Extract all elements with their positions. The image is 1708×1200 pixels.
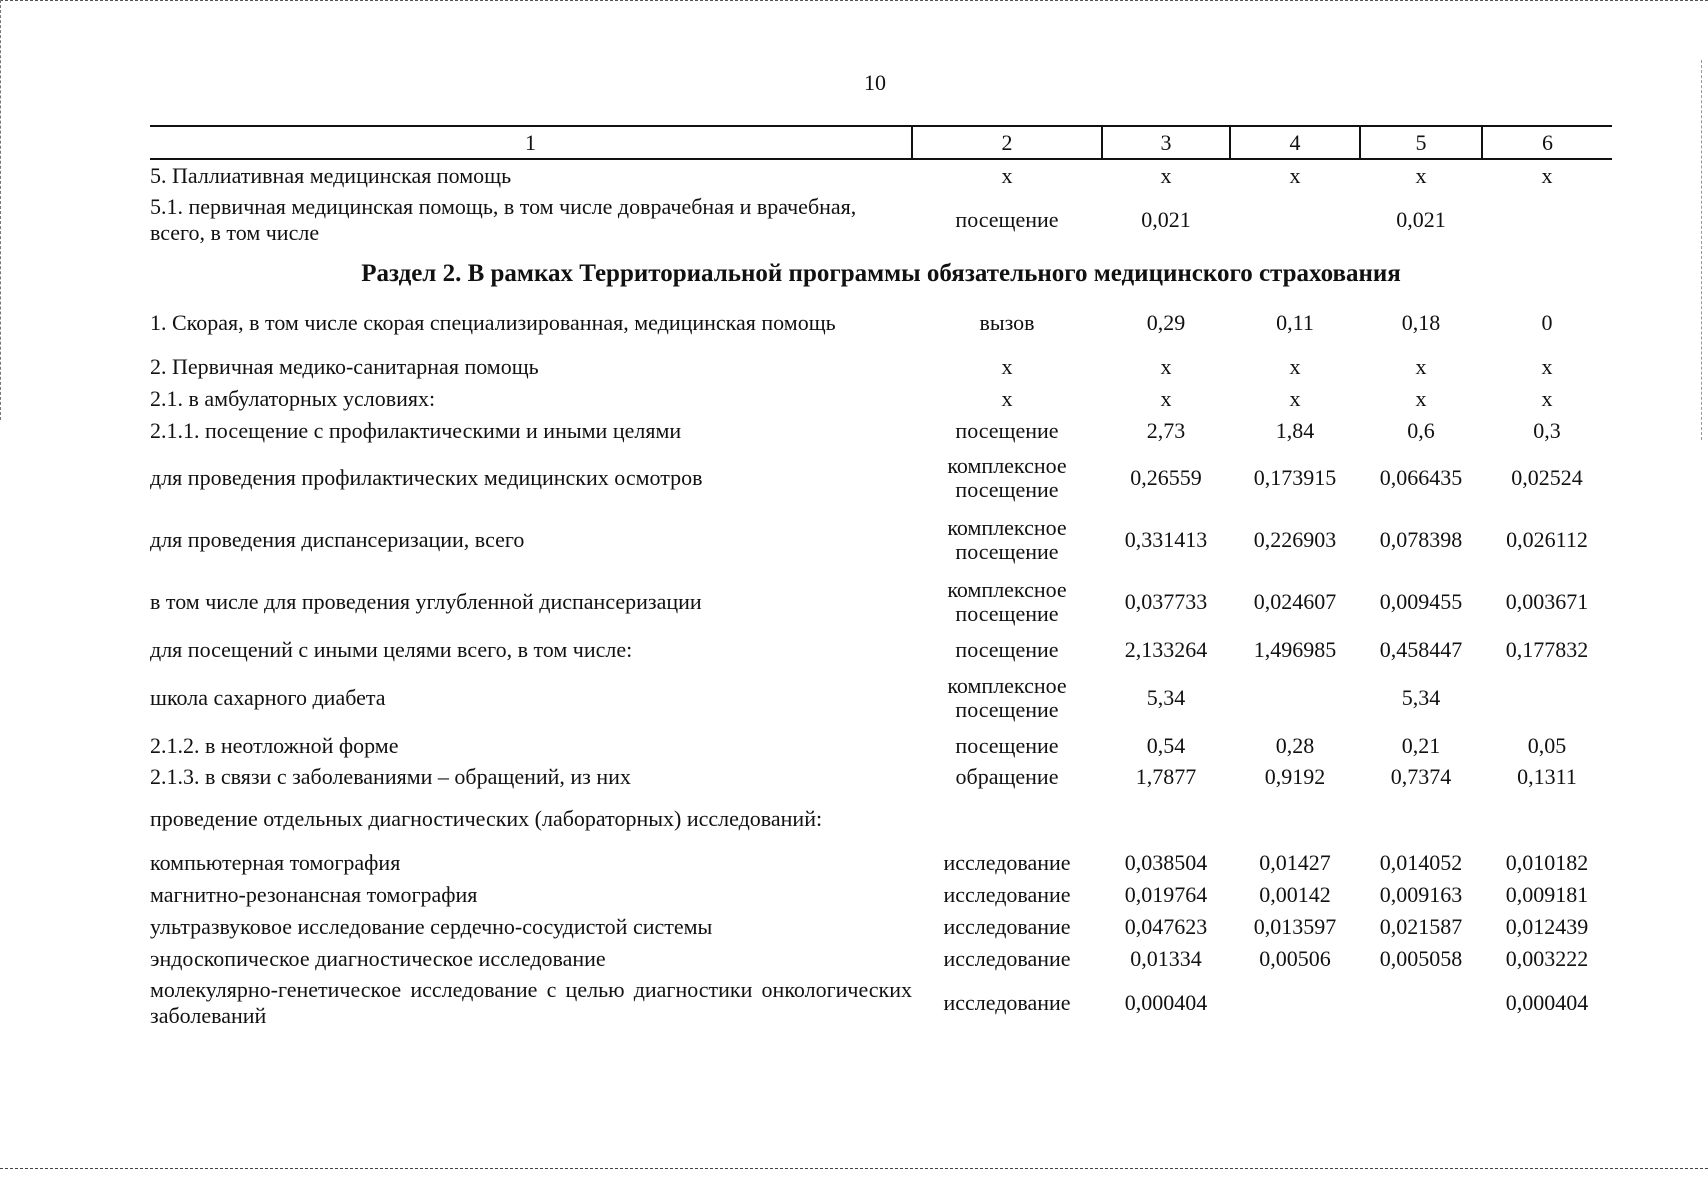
row-value-5: 5,34 — [1401, 685, 1441, 710]
table-row — [150, 847, 1612, 879]
table-row — [150, 447, 1612, 509]
row-unit: комплексное посещение — [947, 673, 1067, 722]
row-unit: комплексное посещение — [947, 453, 1067, 502]
table-row — [150, 943, 1612, 975]
header-row — [150, 126, 1612, 159]
row-name: 1. Скорая, в том числе скорая специализированная, медицинская помощь — [150, 310, 836, 335]
row-value-5: 0,7374 — [1390, 764, 1452, 789]
row-value-5: 0,009163 — [1379, 882, 1463, 907]
row-value-4: 0,01427 — [1259, 850, 1331, 875]
row-unit: посещение — [955, 637, 1059, 662]
table-row — [150, 879, 1612, 911]
row-value-4: 0,9192 — [1264, 764, 1326, 789]
row-value-3: 0,26559 — [1130, 465, 1202, 490]
header-cell-6: 6 — [1482, 126, 1612, 159]
row-value-6: 0,010182 — [1505, 850, 1589, 875]
row-value-6: х — [1541, 354, 1553, 379]
row-value-5: 0,005058 — [1379, 946, 1463, 971]
row-value-5: х — [1415, 354, 1427, 379]
row-value-5: 0,078398 — [1379, 527, 1463, 552]
table-row — [150, 633, 1612, 667]
row-unit: комплексное посещение — [947, 515, 1067, 564]
row-name: магнитно-резонансная томография — [150, 882, 478, 907]
row-value-3: 0,038504 — [1124, 850, 1208, 875]
row-name: 2.1. в амбулаторных условиях: — [150, 386, 436, 411]
row-value-5 — [1360, 975, 1482, 1031]
row-value-4: х — [1289, 162, 1301, 188]
scan-edge-top — [0, 0, 1708, 4]
row-value-6: 0,003222 — [1505, 946, 1589, 971]
row-unit: х — [1001, 162, 1013, 188]
row-unit: посещение — [955, 207, 1059, 232]
row-value-3: х — [1160, 354, 1172, 379]
row-unit: х — [1001, 386, 1013, 411]
header-cell-1: 1 — [150, 126, 912, 159]
table-row — [150, 911, 1612, 943]
row-value-6: 0,000404 — [1505, 990, 1589, 1015]
row-value-4: 0,024607 — [1253, 589, 1337, 614]
header-cell-2: 2 — [912, 126, 1102, 159]
row-value-3: х — [1160, 162, 1172, 188]
table-row — [150, 509, 1612, 571]
row-value-4: 0,013597 — [1253, 914, 1337, 939]
row-unit: посещение — [955, 418, 1059, 443]
row-value-3: 0,000404 — [1124, 990, 1208, 1015]
table-row — [150, 729, 1612, 763]
row-value-3: 0,29 — [1146, 310, 1186, 335]
row-value-6 — [1482, 191, 1612, 249]
header-cell-3: 3 — [1102, 126, 1230, 159]
row-value-5: 0,014052 — [1379, 850, 1463, 875]
row-value-4 — [1230, 975, 1360, 1031]
row-value-3: 0,01334 — [1130, 946, 1202, 971]
row-value-5: 0,6 — [1407, 418, 1435, 443]
row-value-3: 0,54 — [1146, 733, 1186, 758]
row-value-4: х — [1289, 386, 1301, 411]
row-name: 2.1.3. в связи с заболеваниями – обращений, из них — [150, 764, 631, 789]
row-value-4: х — [1289, 354, 1301, 379]
row-value-3 — [1102, 791, 1230, 847]
row-value-6: 0,177832 — [1505, 637, 1589, 662]
row-value-3: 0,331413 — [1124, 527, 1208, 552]
row-value-4: 0,00142 — [1259, 882, 1331, 907]
row-value-5: 0,066435 — [1379, 465, 1463, 490]
row-value-3: 0,021 — [1141, 207, 1191, 232]
row-unit: комплексное посещение — [947, 577, 1067, 626]
row-value-6: х — [1541, 386, 1553, 411]
row-name: 5.1. первичная медицинская помощь, в том числе доврачебная и врачебная, всего, в том числе — [150, 194, 857, 245]
row-value-4 — [1230, 191, 1360, 249]
row-value-4: 0,226903 — [1253, 527, 1337, 552]
row-value-4: 0,00506 — [1259, 946, 1331, 971]
row-value-3: 5,34 — [1146, 685, 1186, 710]
row-name: эндоскопическое диагностическое исследование — [150, 946, 606, 971]
row-value-3: 0,019764 — [1124, 882, 1208, 907]
row-value-4 — [1230, 667, 1360, 729]
row-unit: исследование — [943, 882, 1071, 907]
row-value-6: 0 — [1541, 310, 1553, 335]
row-name: для посещений с иными целями всего, в том числе: — [150, 637, 633, 662]
row-value-3: 0,037733 — [1124, 589, 1208, 614]
table-row — [150, 159, 1612, 191]
row-name: 5. Паллиативная медицинская помощь — [150, 162, 512, 188]
row-name: молекулярно-генетическое исследование с целью диагностики онкологических заболеваний — [150, 977, 912, 1028]
row-value-3: 0,047623 — [1124, 914, 1208, 939]
row-value-5: 0,009455 — [1379, 589, 1463, 614]
row-name: для проведения профилактических медицинских осмотров — [150, 465, 703, 490]
row-name: проведение отдельных диагностических (лабораторных) исследований: — [150, 806, 823, 831]
table-row — [150, 295, 1612, 351]
row-value-6 — [1482, 791, 1612, 847]
row-name: 2. Первичная медико-санитарная помощь — [150, 354, 539, 379]
row-value-5: х — [1415, 386, 1427, 411]
row-value-4: 1,496985 — [1253, 637, 1337, 662]
row-name: компьютерная томография — [150, 850, 401, 875]
table-row — [150, 383, 1612, 415]
row-value-4: 1,84 — [1275, 418, 1315, 443]
row-name: ультразвуковое исследование сердечно-сосудистой системы — [150, 914, 713, 939]
section-row — [150, 249, 1612, 295]
row-value-3: 1,7877 — [1135, 764, 1197, 789]
row-value-5: 0,021587 — [1379, 914, 1463, 939]
row-value-5: 0,021 — [1396, 207, 1446, 232]
row-value-6: 0,003671 — [1505, 589, 1589, 614]
table-row — [150, 191, 1612, 249]
row-unit: х — [1001, 354, 1013, 379]
row-value-6: х — [1541, 162, 1553, 188]
row-name: 2.1.1. посещение с профилактическими и иными целями — [150, 418, 682, 443]
row-name: в том числе для проведения углубленной диспансеризации — [150, 589, 702, 614]
row-value-6: 0,3 — [1533, 418, 1561, 443]
row-unit: исследование — [943, 914, 1071, 939]
row-value-5: 0,18 — [1401, 310, 1441, 335]
row-value-6: 0,02524 — [1511, 465, 1583, 490]
row-unit: вызов — [979, 310, 1035, 335]
table-row — [150, 667, 1612, 729]
row-value-4 — [1230, 791, 1360, 847]
table-row — [150, 763, 1612, 791]
row-value-5: х — [1415, 162, 1427, 188]
row-value-3: 2,133264 — [1124, 637, 1208, 662]
section-title: Раздел 2. В рамках Территориальной программы обязательного медицинского страхования — [361, 260, 1401, 287]
table-row — [150, 975, 1612, 1031]
row-name: 2.1.2. в неотложной форме — [150, 733, 399, 758]
row-value-4: 0,28 — [1275, 733, 1315, 758]
row-value-4: 0,11 — [1276, 310, 1314, 335]
row-value-5: 0,21 — [1401, 733, 1441, 758]
row-value-3: 2,73 — [1146, 418, 1186, 443]
row-value-5: 0,458447 — [1379, 637, 1463, 662]
row-value-3: х — [1160, 386, 1172, 411]
row-unit: исследование — [943, 946, 1071, 971]
row-value-6 — [1482, 667, 1612, 729]
header-cell-4: 4 — [1230, 126, 1360, 159]
rates-table — [150, 125, 1612, 1031]
table-header — [150, 126, 1612, 159]
row-value-4: 0,173915 — [1253, 465, 1337, 490]
row-name: для проведения диспансеризации, всего — [150, 527, 525, 552]
row-value-6: 0,009181 — [1505, 882, 1589, 907]
row-value-6: 0,026112 — [1506, 527, 1588, 552]
row-value-5 — [1360, 791, 1482, 847]
table-row — [150, 351, 1612, 383]
row-unit: обращение — [955, 764, 1059, 789]
scan-edge-bottom — [0, 1168, 1708, 1171]
table-body — [150, 159, 1612, 1031]
row-unit — [912, 791, 1102, 847]
row-value-6: 0,05 — [1527, 733, 1567, 758]
row-name: школа сахарного диабета — [150, 685, 386, 710]
header-cell-5: 5 — [1360, 126, 1482, 159]
row-unit: посещение — [955, 733, 1059, 758]
scan-edge-right — [1699, 60, 1702, 440]
row-unit: исследование — [943, 850, 1071, 875]
row-unit: исследование — [943, 990, 1071, 1015]
scan-edge-left — [0, 0, 3, 420]
row-value-6: 0,1311 — [1517, 764, 1577, 789]
page-number: 10 — [864, 70, 886, 95]
table-row — [150, 791, 1612, 847]
row-value-6: 0,012439 — [1505, 914, 1589, 939]
table-row — [150, 415, 1612, 447]
table-row — [150, 571, 1612, 633]
